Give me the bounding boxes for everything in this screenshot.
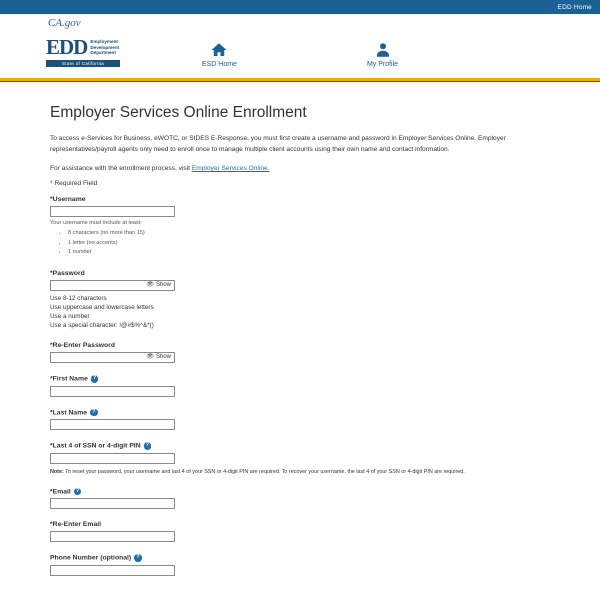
username-rule: • 8 characters (no more than 15) xyxy=(68,229,550,239)
reenter-password-label-text: Re-Enter Password xyxy=(52,342,115,350)
last4-ssn-note xyxy=(50,468,470,476)
edd-logo-word-development: Development xyxy=(90,44,120,50)
password-required-star: * xyxy=(50,269,53,277)
last4-ssn-label-text: Last 4 of SSN or 4-digit PIN xyxy=(52,442,141,450)
nav-item-my-profile[interactable] xyxy=(367,41,398,68)
field-reenter-password xyxy=(50,342,550,363)
password-rule: Use a number xyxy=(50,312,90,320)
cagov-strip xyxy=(0,14,600,30)
reenter-email-input[interactable] xyxy=(50,531,175,542)
field-last-name xyxy=(50,409,550,431)
email-required-star: * xyxy=(50,488,53,496)
field-email xyxy=(50,488,550,510)
help-icon[interactable]: ? xyxy=(74,488,82,496)
username-rule: • 1 number xyxy=(68,248,550,258)
edd-logo-letters: EDD xyxy=(46,35,88,59)
eye-icon: 👁 xyxy=(146,281,154,288)
help-icon[interactable]: ? xyxy=(144,442,152,450)
username-hint: Your username must include at least: xyxy=(50,220,142,227)
field-last4-ssn xyxy=(50,442,550,476)
eye-icon: 👁 xyxy=(146,354,154,361)
email-label xyxy=(50,488,550,496)
edd-logo-word-employment: Employment xyxy=(90,38,118,44)
nav-item-esd-home[interactable] xyxy=(202,41,237,68)
required-field-note: * Required Field xyxy=(50,180,98,188)
home-icon xyxy=(210,41,228,59)
username-label xyxy=(50,196,550,203)
first-name-label xyxy=(50,375,550,383)
page-title: Employer Services Online Enrollment xyxy=(50,104,307,121)
password-show-label: Show xyxy=(155,281,171,288)
password-rule: Use 8-12 characters xyxy=(50,294,107,302)
first-name-required-star: * xyxy=(50,375,53,383)
password-label-text: Password xyxy=(52,269,85,277)
reenter-password-label xyxy=(50,342,550,349)
password-rule: Use a special character: !@#$%^&*() xyxy=(50,321,154,329)
email-label-text: Email xyxy=(52,488,71,496)
username-input[interactable] xyxy=(50,206,175,217)
field-phone-number xyxy=(50,554,550,576)
employer-services-online-link[interactable]: Employer Services Online. xyxy=(191,165,270,173)
reenter-password-input-wrap xyxy=(50,352,175,363)
site-header xyxy=(0,30,600,78)
reenter-email-label xyxy=(50,521,550,528)
first-name-input[interactable] xyxy=(50,386,175,397)
reenter-email-label-text: Re-Enter Email xyxy=(52,521,102,529)
last4-ssn-label xyxy=(50,442,550,450)
password-rule: Use uppercase and lowercase letters xyxy=(50,303,154,311)
phone-number-input[interactable] xyxy=(50,565,175,576)
edd-logo-word-department: Department xyxy=(90,50,116,56)
username-rule: • 1 letter (no accents) xyxy=(68,239,550,249)
phone-number-label xyxy=(50,554,550,562)
assistance-paragraph xyxy=(50,165,550,172)
last-name-required-star: * xyxy=(50,409,53,417)
reenter-email-required-star: * xyxy=(50,521,53,529)
intro-paragraph: To access e-Services for Business, eWOTC, or SIDES E-Response, you must first create a username and password in Employer Services Online. Employer representatives/payroll agents only need to enroll once to manage multiple client accounts using their own name and contact information. xyxy=(50,135,506,153)
last-name-label xyxy=(50,409,550,417)
field-first-name xyxy=(50,375,550,397)
username-required-star: * xyxy=(50,196,53,204)
last-name-input[interactable] xyxy=(50,419,175,430)
username-label-text: Username xyxy=(52,196,86,204)
help-icon[interactable]: ? xyxy=(91,375,99,383)
last4-ssn-required-star: * xyxy=(50,442,53,450)
main-content xyxy=(0,82,600,576)
password-show-toggle[interactable] xyxy=(146,281,171,290)
edd-logo-subtitle: State of California xyxy=(46,60,120,67)
utility-bar xyxy=(0,0,600,14)
last4-ssn-note-label: Note: xyxy=(50,468,64,475)
field-username xyxy=(50,196,550,258)
last-name-label-text: Last Name xyxy=(52,409,88,417)
first-name-label-text: First Name xyxy=(52,375,88,383)
nav-item-my-profile-label: My Profile xyxy=(366,60,399,68)
reenter-password-show-label: Show xyxy=(155,354,171,361)
field-password xyxy=(50,270,550,331)
password-input-wrap xyxy=(50,280,175,291)
reenter-password-show-toggle[interactable] xyxy=(146,353,171,362)
phone-number-label-text: Phone Number (optional) xyxy=(50,554,132,562)
cagov-logo[interactable] xyxy=(48,18,81,29)
last4-ssn-input[interactable] xyxy=(50,453,175,464)
email-input[interactable] xyxy=(50,498,175,509)
nav-item-esd-home-label: ESD Home xyxy=(201,60,237,68)
field-reenter-email xyxy=(50,521,550,542)
help-icon[interactable]: ? xyxy=(90,409,98,417)
header-nav xyxy=(0,38,600,68)
edd-home-link[interactable]: EDD Home xyxy=(557,3,592,11)
last4-ssn-note-text: To reset your password, your username and last 4 of your SSN or 4-digit PIN are required. To recover your username, the last 4 of your SSN or 4-digit PIN are required. xyxy=(63,468,465,475)
cagov-logo-text: CA.gov xyxy=(48,16,81,29)
password-label xyxy=(50,270,550,277)
help-icon[interactable]: ? xyxy=(134,554,142,562)
reenter-password-required-star: * xyxy=(50,342,53,350)
password-rules xyxy=(50,294,550,331)
assistance-text: For assistance with the enrollment process, visit xyxy=(50,165,192,173)
user-icon xyxy=(374,41,392,59)
username-rules xyxy=(50,229,550,258)
